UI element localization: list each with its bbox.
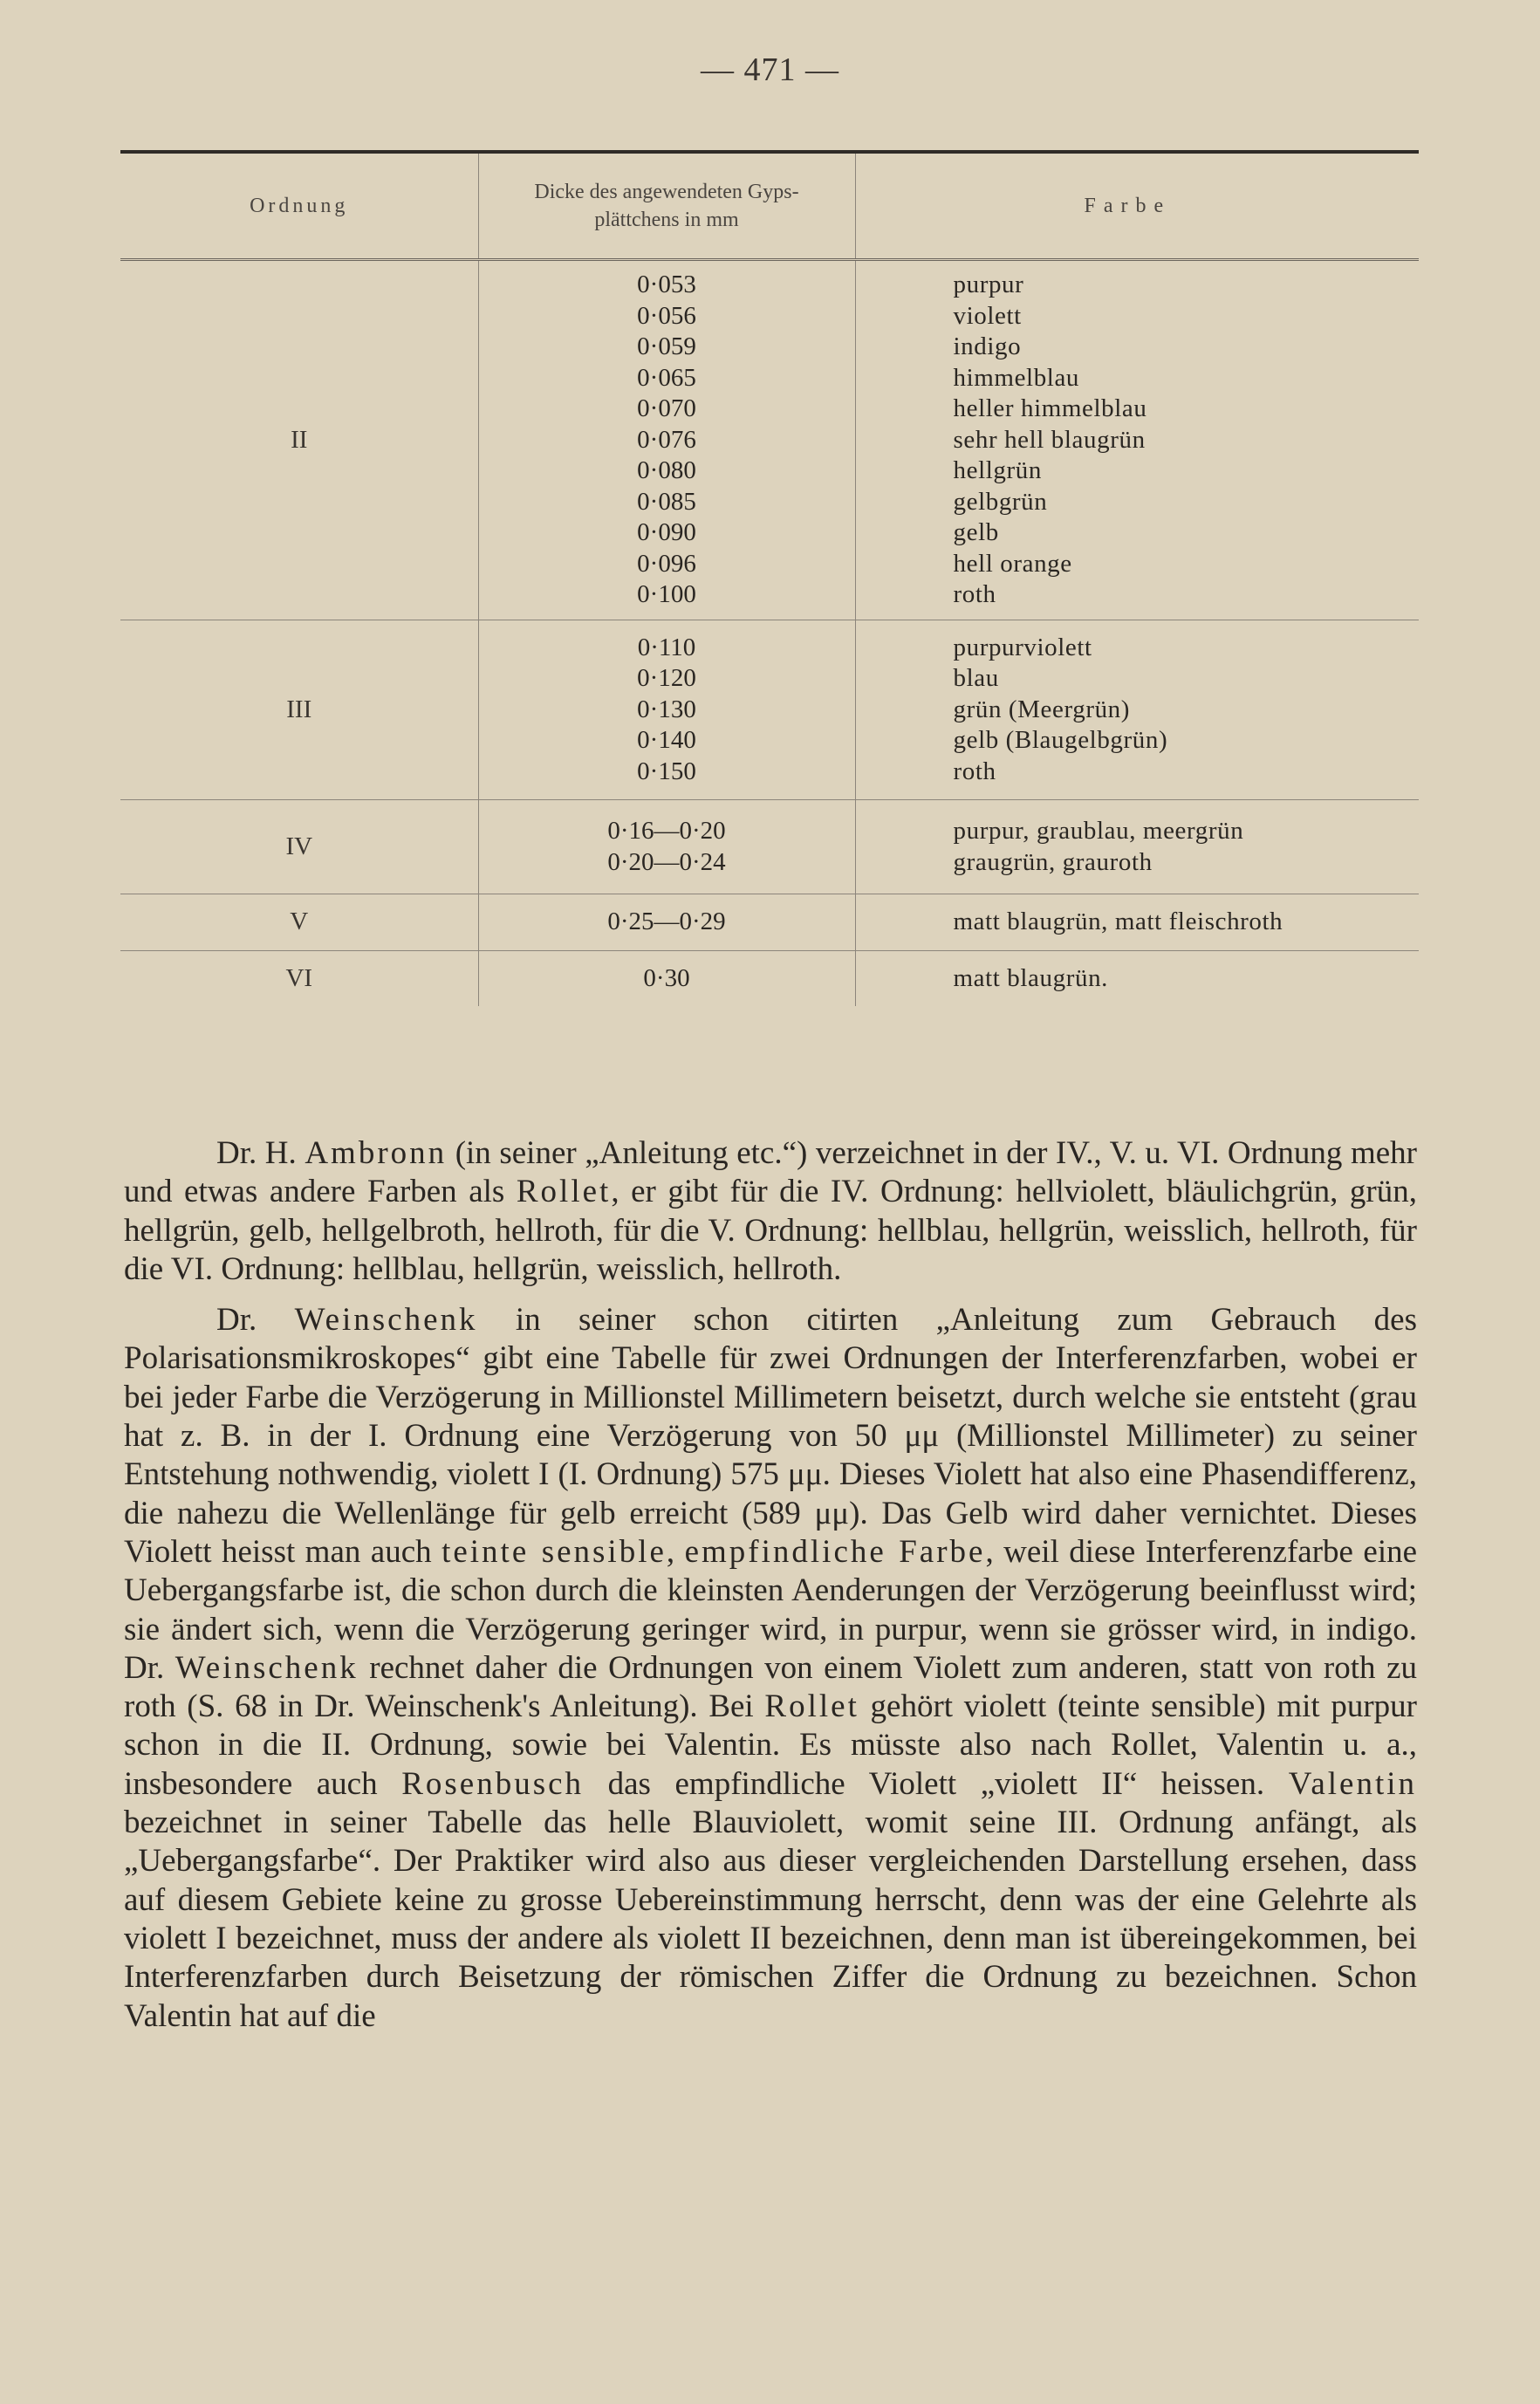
table-row [120, 894, 1419, 951]
order-cell: VI [285, 963, 313, 992]
color-value: roth [953, 580, 996, 608]
text-run: (in seiner „Anleitung etc.“) verzeichnet in der IV., V. u. VI. Ordnung mehr und etwas andere Farben als [124, 1135, 1417, 1210]
text-run: gehört violett (teinte sensible) mit purpur schon in die II. Ordnung, sowie bei [124, 1688, 1417, 1764]
thickness-cell [478, 894, 855, 951]
order-cell: IV [120, 800, 478, 894]
header-dicke-line2: plättchens in mm [594, 209, 739, 231]
thickness-value: 0·085 [637, 487, 696, 516]
header-ordnung: Ordnung [120, 154, 478, 260]
interference-color-table [120, 150, 1419, 1006]
thickness-value: 0·053 [637, 271, 696, 298]
color-value: heller himmelblau [953, 394, 1147, 422]
thickness-value: 0·110 [637, 633, 696, 661]
table-row [120, 800, 1419, 894]
thickness-value: 0·059 [637, 332, 696, 360]
thickness-value: 0·30 [643, 963, 690, 992]
header-farbe: Farbe [855, 154, 1419, 260]
color-cell [855, 800, 1419, 894]
color-cell [855, 260, 1419, 620]
color-value: matt blaugrün. [953, 963, 1109, 992]
text-run: Dr. H. [216, 1135, 305, 1171]
table-row [120, 950, 1419, 1006]
thickness-cell [478, 620, 855, 800]
color-value: gelb [953, 518, 999, 546]
thickness-value: 0·130 [637, 695, 696, 723]
thickness-value: 0·070 [637, 394, 696, 422]
page-number: — 471 — [701, 51, 839, 88]
thickness-cell [478, 800, 855, 894]
color-value: indigo [953, 332, 1022, 360]
thickness-value: 0·25—0·29 [607, 907, 726, 935]
color-value: purpurviolett [953, 633, 1092, 661]
thickness-value: 0·16—0·20 [607, 817, 726, 845]
thickness-value: 0·056 [637, 301, 696, 330]
color-value: violett [953, 301, 1022, 330]
author-name: Weinschenk [294, 1302, 478, 1339]
author-name: Weinschenk [175, 1649, 359, 1686]
color-value: graugrün, grauroth [953, 847, 1153, 876]
thickness-value: 0·076 [637, 425, 696, 454]
text-run: . Es müsste also nach Rollet, Valentin u. a., insbesondere auch [124, 1727, 1417, 1802]
paragraph-ambronn [124, 1134, 1417, 1289]
table-body [120, 260, 1419, 1007]
text-run: rechnet daher die Ordnungen von einem Violett zum anderen, statt von roth zu roth (S. 68 in Dr. Weinschenk's Anleitung). Bei [124, 1649, 1417, 1725]
text-run: bezeichnet in seiner Tabelle das helle Blauviolett, womit seine III. Ordnung anfängt, als „Uebergangsfarbe“. Der Praktiker wird also aus dieser vergleichenden Darstellung ersehen, dass auf diesem Gebiete keine zu grosse Uebereinstimmung herrscht, denn was der eine Gelehrte als violett I bezeichnet, muss der andere als violett II bezeichnen, denn man ist übereingekommen, bei Interferenzfarben durch Beisetzung der römischen Ziffer die Ordnung zu bezeichnen. Schon [124, 1805, 1417, 1996]
color-table [120, 154, 1419, 1006]
author-name: Valentin [664, 1727, 772, 1764]
header-dicke-line1: Dicke des angewendeten Gyps- [534, 181, 799, 203]
thickness-value: 0·20—0·24 [607, 847, 726, 876]
author-name: Rosenbusch [401, 1765, 585, 1802]
table-row [120, 620, 1419, 800]
spaced-term: empfindliche Farbe [684, 1533, 986, 1570]
color-value: hell orange [953, 549, 1072, 578]
color-value: hellgrün [953, 456, 1042, 484]
order-cell: III [120, 620, 478, 800]
color-value: purpur, graublau, meergrün [953, 817, 1244, 845]
color-value: grün (Meergrün) [953, 695, 1131, 723]
color-value: sehr hell blaugrün [953, 425, 1146, 454]
paragraph-weinschenk [124, 1301, 1417, 2036]
text-run: , er gibt für die IV. Ordnung: hellviolett, bläulichgrün, grün, hellgrün, gelb, hellgelbroth, hellroth, für die V. Ordnung: hellblau, hellgrün, weisslich, hellroth, für die VI. Ordnung: hellblau, hellgrün, weisslich, hellroth. [124, 1174, 1418, 1287]
thickness-value: 0·140 [637, 726, 696, 754]
thickness-value: 0·065 [637, 363, 696, 392]
thickness-cell [478, 260, 855, 620]
color-cell [855, 894, 1419, 951]
author-name: Valentin [124, 1997, 232, 2034]
spaced-term: teinte sensible [441, 1533, 667, 1570]
color-value: gelbgrün [953, 487, 1048, 516]
color-cell [855, 950, 1419, 1006]
text-run: Dr. [216, 1302, 295, 1339]
text-run: , [666, 1533, 685, 1570]
color-value: purpur [953, 271, 1024, 298]
thickness-value: 0·080 [637, 456, 696, 484]
table-header-row [120, 154, 1419, 260]
author-name: Rollet [516, 1174, 612, 1210]
text-run: hat auf die [231, 1997, 376, 2034]
text-run: , weil diese Interferenzfarbe eine Uebergangsfarbe ist, die schon durch die kleinsten Aenderungen der Verzögerung beeinflusst wird; sie ändert sich, wenn die Verzögerung geringer wird, in purpur, wenn sie grösser wird, in indigo. Dr. [124, 1533, 1418, 1686]
author-name: Ambronn [305, 1135, 448, 1171]
color-cell [855, 620, 1419, 800]
author-name: Valentin [1288, 1765, 1418, 1802]
body-text [124, 1134, 1417, 2048]
thickness-cell [478, 950, 855, 1006]
thickness-value: 0·150 [637, 757, 696, 785]
order-cell: II [120, 260, 478, 620]
thickness-value: 0·120 [637, 664, 696, 692]
table-row [120, 260, 1419, 620]
thickness-value: 0·100 [637, 580, 696, 608]
color-value: gelb (Blaugelbgrün) [953, 726, 1168, 754]
color-value: roth [953, 757, 996, 785]
header-dicke [478, 154, 855, 260]
thickness-value: 0·096 [637, 549, 696, 578]
color-value: blau [953, 664, 999, 692]
thickness-value: 0·090 [637, 518, 696, 546]
author-name: Rollet [764, 1688, 859, 1725]
text-run: in seiner schon citirten „Anleitung zum Gebrauch des Polarisationsmikroskopes“ gibt eine Tabelle für zwei Ordnungen der Interferenzfarben, wobei er bei jeder Farbe die Verzögerung in Millionstel Millimetern beisetzt, durch welche sie entsteht (grau hat z. B. in der I. Ordnung eine Verzögerung von 50 μμ (Millionstel Millimeter) zu seiner Entstehung nothwendig, violett I (I. Ordnung) 575 μμ. Dieses Violett hat also eine Phasendifferenz, die nahezu die Wellenlänge für gelb erreicht (589 μμ). Das Gelb wird daher vernichtet. Dieses Violett heisst man auch [124, 1302, 1417, 1570]
color-value: matt blaugrün, matt fleischroth [953, 907, 1283, 935]
order-cell: V [120, 894, 478, 951]
color-value: himmelblau [953, 363, 1080, 392]
text-run: das empfindliche Violett „violett II“ heissen. [584, 1765, 1289, 1802]
